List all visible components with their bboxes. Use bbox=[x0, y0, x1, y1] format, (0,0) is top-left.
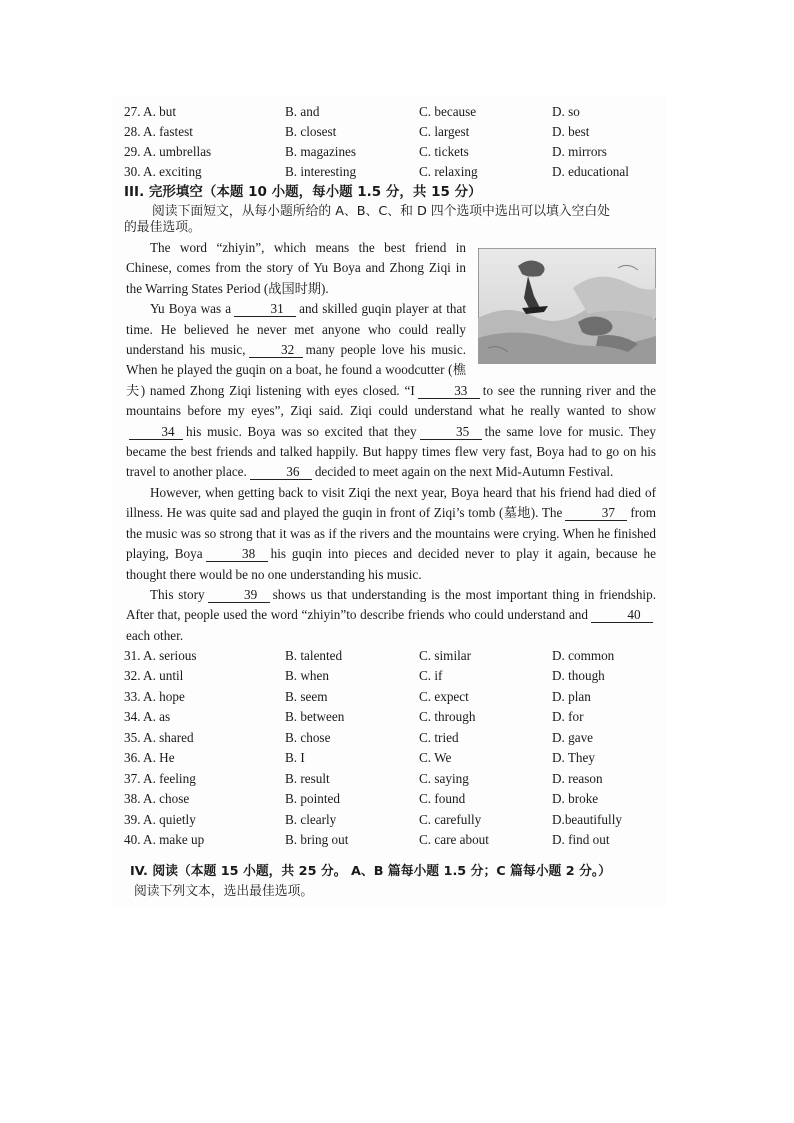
option-row-32 bbox=[124, 666, 664, 686]
blank-33: 33 bbox=[418, 383, 480, 399]
option-b: B. seem bbox=[285, 689, 328, 704]
option-a: 38. A. chose bbox=[124, 791, 190, 806]
paragraph-3: However, when getting back to visit Ziqi the next year, Boya heard that his friend had died of illness. He was quite sad and played the guqin in front of Ziqi’s tomb (墓地). The 37 from the music was so strong that it was as if the rivers and the mountains were crying. When he finished playing, Boya 38 his guqin into pieces and decided never to play it again, because he thought there would be no one understanding his music. bbox=[126, 484, 656, 582]
option-a: 35. A. shared bbox=[124, 730, 194, 745]
blank-31: 31 bbox=[234, 301, 296, 317]
option-c: C. largest bbox=[419, 124, 470, 139]
blank-37: 37 bbox=[565, 505, 627, 521]
option-c: C. expect bbox=[419, 689, 469, 704]
option-d: D. find out bbox=[552, 832, 610, 847]
guqin-illustration bbox=[478, 248, 656, 364]
option-c: C. We bbox=[419, 750, 452, 765]
blank-35: 35 bbox=[420, 424, 482, 440]
option-b: B. talented bbox=[285, 648, 343, 663]
blank-38: 38 bbox=[206, 546, 268, 562]
option-a: 33. A. hope bbox=[124, 689, 185, 704]
option-b: B. clearly bbox=[285, 812, 337, 827]
blank-40: 40 bbox=[591, 607, 653, 623]
section-3-instruction-line2: 的最佳选项。 bbox=[124, 220, 201, 235]
cloze-passage bbox=[126, 238, 656, 646]
option-row-27 bbox=[124, 102, 664, 122]
option-d: D. broke bbox=[552, 791, 599, 806]
option-b: B. between bbox=[285, 709, 345, 724]
option-d: D. so bbox=[552, 104, 580, 119]
option-a: 39. A. quietly bbox=[124, 812, 196, 827]
option-d: D. plan bbox=[552, 689, 591, 704]
option-c: C. saying bbox=[419, 771, 469, 786]
option-d: D. educational bbox=[552, 164, 629, 179]
option-row-40 bbox=[124, 830, 664, 850]
section-3-instruction-line1: 阅读下面短文，从每小题所给的 A、B、C、和 D 四个选项中选出可以填入空白处 bbox=[152, 204, 611, 219]
option-c: C. care about bbox=[419, 832, 489, 847]
option-d: D.beautifully bbox=[552, 812, 622, 827]
option-c: C. through bbox=[419, 709, 476, 724]
option-d: D. common bbox=[552, 648, 615, 663]
option-d: D. gave bbox=[552, 730, 594, 745]
option-d: D. They bbox=[552, 750, 595, 765]
section-3-heading: III. 完形填空（本题 10 小题，每小题 1.5 分，共 15 分） bbox=[124, 184, 482, 200]
section-4-heading: IV. 阅读（本题 15 小题，共 25 分。 A、B 篇每小题 1.5 分；C 篇每小题 2 分。） bbox=[130, 864, 612, 879]
option-b: B. interesting bbox=[285, 164, 357, 179]
option-b: B. I bbox=[285, 750, 305, 765]
section-4-instruction: 阅读下列文本，选出最佳选项。 bbox=[134, 884, 314, 899]
option-a: 27. A. but bbox=[124, 104, 177, 119]
option-row-39 bbox=[124, 810, 664, 830]
option-c: C. if bbox=[419, 668, 443, 683]
option-d: D. best bbox=[552, 124, 590, 139]
option-d: D. for bbox=[552, 709, 584, 724]
option-row-29 bbox=[124, 142, 664, 162]
option-row-30 bbox=[124, 162, 664, 182]
option-a: 28. A. fastest bbox=[124, 124, 193, 139]
option-row-36 bbox=[124, 748, 664, 768]
option-b: B. magazines bbox=[285, 144, 357, 159]
option-c: C. because bbox=[419, 104, 477, 119]
option-a: 31. A. serious bbox=[124, 648, 197, 663]
option-d: D. though bbox=[552, 668, 605, 683]
paragraph-2: Yu Boya was a 31 and skilled guqin player at that time. He believed he never met anyone who could really understand his music, 32 many people love his music. When he played the guqin on a boat, he found a woodcutter (樵夫) named Zhong Ziqi listening with eyes closed. “I 33 to see the running river and the mountains before my eyes”, Ziqi said. Ziqi could understand what he really wanted to show34 his music. Boya was so excited that they 35 the same love for music. They became the best friends and talked happily. But happy times flew very fast, Boya had to go on his travel to another place. 36 decided to meet again on the next Mid-Autumn Festival. bbox=[126, 301, 656, 480]
option-row-31 bbox=[124, 646, 664, 666]
option-a: 37. A. feeling bbox=[124, 771, 196, 786]
option-b: B. pointed bbox=[285, 791, 340, 806]
option-row-38 bbox=[124, 789, 664, 809]
option-b: B. bring out bbox=[285, 832, 349, 847]
blank-36: 36 bbox=[250, 464, 312, 480]
option-c: C. tickets bbox=[419, 144, 469, 159]
blank-32: 32 bbox=[249, 342, 303, 358]
option-b: B. closest bbox=[285, 124, 337, 139]
option-a: 30. A. exciting bbox=[124, 164, 202, 179]
option-d: D. mirrors bbox=[552, 144, 607, 159]
option-a: 36. A. He bbox=[124, 750, 175, 765]
paragraph-1: The word “zhiyin”, which means the best friend in Chinese, comes from the story of Yu Boya and Zhong Ziqi in the Warring States Period (战国时期). bbox=[126, 240, 466, 296]
option-b: B. result bbox=[285, 771, 330, 786]
option-b: B. and bbox=[285, 104, 320, 119]
option-row-34 bbox=[124, 707, 664, 727]
option-row-28 bbox=[124, 122, 664, 142]
paragraph-4: This story 39 shows us that understanding is the most important thing in friendship. After that, people used the word “zhiyin”to describe friends who could understand and 40each other. bbox=[126, 586, 656, 643]
option-a: 29. A. umbrellas bbox=[124, 144, 212, 159]
option-a: 32. A. until bbox=[124, 668, 184, 683]
option-c: C. carefully bbox=[419, 812, 482, 827]
option-c: C. similar bbox=[419, 648, 472, 663]
option-b: B. when bbox=[285, 668, 329, 683]
option-a: 40. A. make up bbox=[124, 832, 205, 847]
blank-34: 34 bbox=[129, 424, 183, 440]
option-a: 34. A. as bbox=[124, 709, 171, 724]
option-c: C. relaxing bbox=[419, 164, 478, 179]
blank-39: 39 bbox=[208, 587, 270, 603]
option-c: C. found bbox=[419, 791, 466, 806]
option-d: D. reason bbox=[552, 771, 603, 786]
option-b: B. chose bbox=[285, 730, 331, 745]
option-c: C. tried bbox=[419, 730, 459, 745]
option-row-35 bbox=[124, 728, 664, 748]
option-row-37 bbox=[124, 769, 664, 789]
option-row-33 bbox=[124, 687, 664, 707]
ink-painting-icon bbox=[478, 248, 656, 364]
